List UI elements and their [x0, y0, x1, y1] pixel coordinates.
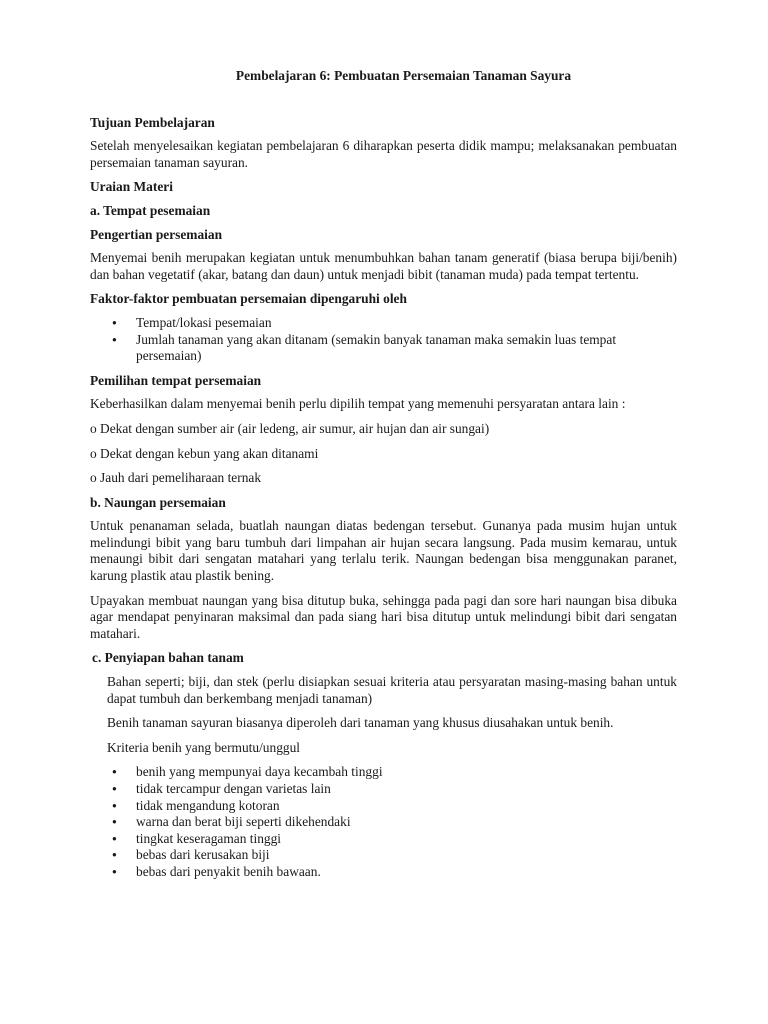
- subheading-pemilihan: Pemilihan tempat persemaian: [90, 372, 262, 388]
- paragraph-pengertian: Menyemai benih merupakan kegiatan untuk menumbuhkan bahan tanam generatif (biasa berupa biji/benih) dan bahan vegetatif (akar, batang dan daun) untuk menjadi bibit (tanaman muda) pada tempat tertentu.: [90, 250, 677, 282]
- list-item: ● Jumlah tanaman yang akan ditanam (semakin banyak tanaman maka semakin luas tempat persemaian): [90, 332, 677, 365]
- section-heading-tujuan: Tujuan Pembelajaran: [90, 114, 215, 130]
- subheading-pengertian: Pengertian persemaian: [90, 226, 223, 242]
- bullet-list-kriteria: [90, 764, 677, 880]
- section-heading-uraian: Uraian Materi: [90, 179, 173, 195]
- paragraph-naungan-1: Untuk penanaman selada, buatlah naungan diatas bedengan tersebut. Gunanya pada musim hujan untuk melindungi bibit yang baru tumbuh dari limpahan air hujan secara langsung. Pada musim kemarau, untuk menaungi bibit dari sengatan matahari yang terlalu terik. Naungan bedengan bisa menggunakan paranet, karung plastik atau plastik bening.: [90, 518, 677, 584]
- list-item: ● Tempat/lokasi pesemaian: [90, 315, 677, 332]
- document-title: Pembelajaran 6: Pembuatan Persemaian Tanaman Sayura: [235, 68, 572, 83]
- paragraph-tujuan: Setelah menyelesaikan kegiatan pembelajaran 6 diharapkan peserta didik mampu; melaksanakan pembuatan persemaian tanaman sayuran.: [90, 138, 677, 170]
- list-item: o Dekat dengan sumber air (air ledeng, air sumur, air hujan dan air sungai): [90, 420, 490, 436]
- section-heading-a: a. Tempat pesemaian: [90, 202, 211, 218]
- list-item: ● bebas dari penyakit benih bawaan.: [90, 864, 677, 881]
- list-item: ● bebas dari kerusakan biji: [90, 847, 677, 864]
- list-item: ● tidak mengandung kotoran: [90, 798, 677, 815]
- list-item: ● tidak tercampur dengan varietas lain: [90, 781, 677, 798]
- paragraph-pemilihan: Keberhasilkan dalam menyemai benih perlu dipilih tempat yang memenuhi persyaratan antara lain :: [90, 396, 626, 412]
- section-heading-b: b. Naungan persemaian: [90, 494, 226, 510]
- list-item: ● benih yang mempunyai daya kecambah tinggi: [90, 764, 677, 781]
- paragraph-bahan: Bahan seperti; biji, dan stek (perlu disiapkan sesuai kriteria atau persyaratan masing-masing bahan untuk dapat tumbuh dan berkembang menjadi tanaman): [107, 674, 677, 706]
- kriteria-heading: Kriteria benih yang bermutu/unggul: [107, 739, 301, 755]
- list-item: o Jauh dari pemeliharaan ternak: [90, 470, 262, 486]
- bullet-list-faktor: [90, 315, 677, 365]
- paragraph-benih: Benih tanaman sayuran biasanya diperoleh dari tanaman yang khusus diusahakan untuk benih.: [107, 715, 614, 731]
- list-item: ● tingkat keseragaman tinggi: [90, 831, 677, 848]
- section-heading-c: c. Penyiapan bahan tanam: [92, 650, 244, 666]
- document-body: [90, 68, 677, 889]
- list-item: ● warna dan berat biji seperti dikehendaki: [90, 814, 677, 831]
- list-item: o Dekat dengan kebun yang akan ditanami: [90, 445, 319, 461]
- subheading-faktor: Faktor-faktor pembuatan persemaian dipengaruhi oleh: [90, 291, 407, 307]
- paragraph-naungan-2: Upayakan membuat naungan yang bisa ditutup buka, sehingga pada pagi dan sore hari naungan bisa dibuka agar mendapat penyinaran maksimal dan pada siang hari bisa ditutup untuk melindungi bibit dari sengatan matahari.: [90, 592, 677, 641]
